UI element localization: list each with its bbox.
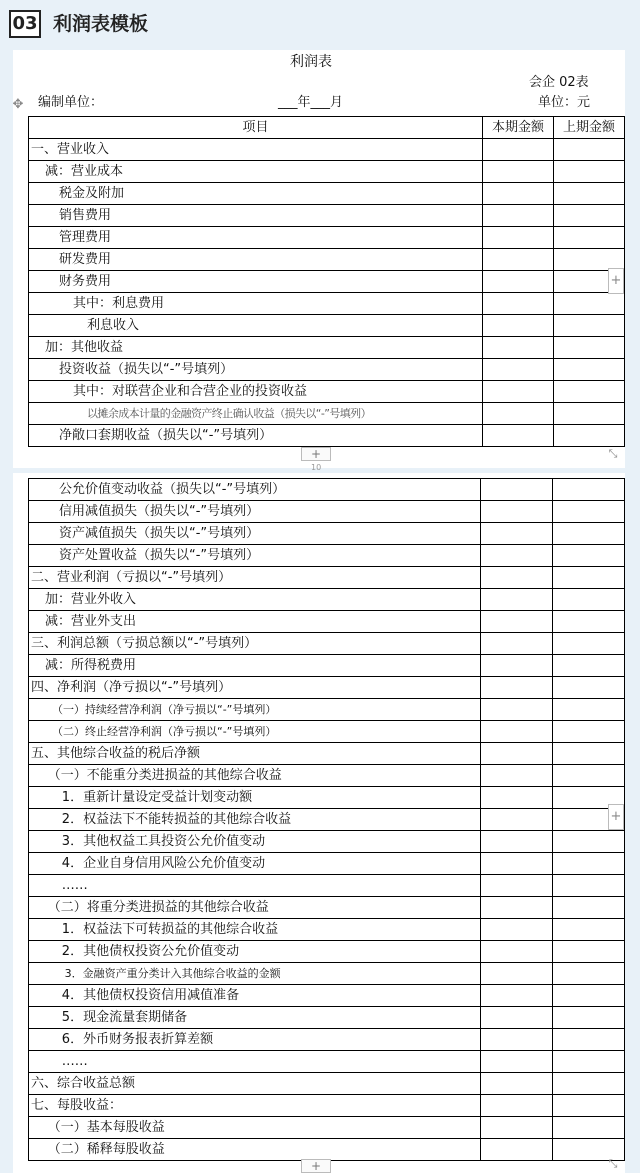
current-amount-cell[interactable] — [480, 611, 552, 633]
previous-amount-cell[interactable] — [552, 677, 624, 699]
current-amount-cell[interactable] — [483, 205, 554, 227]
previous-amount-cell[interactable] — [554, 381, 625, 403]
current-amount-cell[interactable] — [483, 337, 554, 359]
table-row — [29, 853, 625, 875]
table-row — [29, 611, 625, 633]
resize-icon[interactable]: ⤡ — [608, 447, 618, 460]
row-item-label: 4．其他债权投资信用减值准备 — [29, 985, 481, 1007]
table-row — [29, 501, 625, 523]
table-row — [29, 1117, 625, 1139]
previous-amount-cell[interactable] — [554, 183, 625, 205]
row-item-label: 净敞口套期收益（损失以“-”号填列） — [29, 425, 483, 447]
row-item-label: 资产处置收益（损失以“-”号填列） — [29, 545, 481, 567]
row-item-label: …… — [29, 1051, 481, 1073]
previous-amount-cell[interactable] — [554, 293, 625, 315]
table-row — [29, 523, 625, 545]
current-amount-cell[interactable] — [483, 249, 554, 271]
row-item-label: 2．权益法下不能转损益的其他综合收益 — [29, 809, 481, 831]
table-row — [29, 941, 625, 963]
table-header-row — [29, 117, 625, 139]
row-item-label: （一）不能重分类进损益的其他综合收益 — [29, 765, 481, 787]
table-row — [29, 1073, 625, 1095]
current-amount-cell[interactable] — [480, 919, 552, 941]
current-amount-cell[interactable] — [480, 633, 552, 655]
table-row — [29, 1007, 625, 1029]
current-amount-cell[interactable] — [480, 941, 552, 963]
table-row — [29, 809, 625, 831]
previous-amount-cell[interactable] — [554, 359, 625, 381]
row-item-label: 减：营业外支出 — [29, 611, 481, 633]
row-item-label: 资产减值损失（损失以“-”号填列） — [29, 523, 481, 545]
row-item-label: 1．重新计量设定受益计划变动额 — [29, 787, 481, 809]
row-item-label: 5．现金流量套期储备 — [29, 1007, 481, 1029]
current-amount-cell[interactable] — [480, 787, 552, 809]
previous-amount-cell[interactable] — [552, 655, 624, 677]
current-amount-cell[interactable] — [480, 523, 552, 545]
current-amount-cell[interactable] — [483, 139, 554, 161]
row-item-label: （一）基本每股收益 — [29, 1117, 481, 1139]
current-amount-cell[interactable] — [480, 1073, 552, 1095]
previous-amount-cell[interactable] — [552, 501, 624, 523]
row-item-label: 减：所得税费用 — [29, 655, 481, 677]
table-row — [29, 403, 625, 425]
previous-amount-cell[interactable] — [554, 425, 625, 447]
table-row — [29, 271, 625, 293]
row-item-label: 财务费用 — [29, 271, 483, 293]
current-amount-cell[interactable] — [480, 1051, 552, 1073]
row-item-label: 3．其他权益工具投资公允价值变动 — [29, 831, 481, 853]
previous-amount-cell[interactable] — [552, 875, 624, 897]
current-amount-cell[interactable] — [483, 425, 554, 447]
table-row — [29, 205, 625, 227]
current-amount-cell[interactable] — [480, 501, 552, 523]
current-amount-cell[interactable] — [480, 1095, 552, 1117]
row-item-label: …… — [29, 875, 481, 897]
table-row — [29, 963, 625, 985]
previous-amount-cell[interactable] — [552, 1117, 624, 1139]
form-title: 利润表 — [290, 54, 332, 70]
previous-amount-cell[interactable] — [552, 941, 624, 963]
current-amount-cell[interactable] — [480, 699, 552, 721]
row-item-label: 1．权益法下可转损益的其他综合收益 — [29, 919, 481, 941]
row-item-label: 以摊余成本计量的金融资产终止确认收益（损失以“-”号填列） — [29, 403, 483, 425]
previous-amount-cell[interactable] — [552, 721, 624, 743]
previous-amount-cell[interactable] — [554, 139, 625, 161]
row-item-label: 一、营业收入 — [29, 139, 483, 161]
table-row — [29, 249, 625, 271]
row-item-label: （二）终止经营净利润（净亏损以“-”号填列） — [29, 721, 481, 743]
table-row — [29, 831, 625, 853]
previous-amount-cell[interactable] — [552, 853, 624, 875]
previous-amount-cell[interactable] — [554, 403, 625, 425]
table-row — [29, 589, 625, 611]
row-item-label: 其中：利息费用 — [29, 293, 483, 315]
table-row — [29, 1029, 625, 1051]
row-item-label: 三、利润总额（亏损总额以“-”号填列） — [29, 633, 481, 655]
current-amount-cell[interactable] — [480, 963, 552, 985]
table-row — [29, 765, 625, 787]
row-item-label: 公允价值变动收益（损失以“-”号填列） — [29, 479, 481, 501]
table-row — [29, 633, 625, 655]
row-item-label: （二）稀释每股收益 — [29, 1139, 481, 1161]
document-page-1 — [13, 50, 625, 472]
previous-amount-cell[interactable] — [552, 523, 624, 545]
previous-amount-cell[interactable] — [552, 919, 624, 941]
table-row — [29, 1051, 625, 1073]
add-column-plus-icon[interactable]: + — [608, 268, 624, 294]
add-row-plus-icon-2[interactable]: + — [301, 1159, 331, 1173]
previous-amount-cell[interactable] — [552, 1073, 624, 1095]
current-amount-cell[interactable] — [483, 403, 554, 425]
current-amount-cell[interactable] — [483, 315, 554, 337]
table-row — [29, 985, 625, 1007]
current-amount-cell[interactable] — [480, 853, 552, 875]
col-header-current: 本期金额 — [483, 117, 554, 139]
table-row — [29, 545, 625, 567]
current-amount-cell[interactable] — [483, 271, 554, 293]
row-item-label: 投资收益（损失以“-”号填列） — [29, 359, 483, 381]
row-item-label: 4．企业自身信用风险公允价值变动 — [29, 853, 481, 875]
table-row — [29, 293, 625, 315]
current-amount-cell[interactable] — [483, 183, 554, 205]
row-item-label: 加：营业外收入 — [29, 589, 481, 611]
previous-amount-cell[interactable] — [552, 831, 624, 853]
previous-amount-cell[interactable] — [554, 227, 625, 249]
table-row — [29, 183, 625, 205]
current-amount-cell[interactable] — [480, 1007, 552, 1029]
table-row — [29, 1139, 625, 1161]
row-item-label: （一）持续经营净利润（净亏损以“-”号填列） — [29, 699, 481, 721]
previous-amount-cell[interactable] — [552, 963, 624, 985]
current-amount-cell[interactable] — [480, 897, 552, 919]
add-column-plus-icon-2[interactable]: + — [608, 804, 624, 830]
current-amount-cell[interactable] — [480, 567, 552, 589]
previous-amount-cell[interactable] — [552, 765, 624, 787]
table-row — [29, 381, 625, 403]
current-amount-cell[interactable] — [483, 359, 554, 381]
previous-amount-cell[interactable] — [552, 1007, 624, 1029]
row-item-label: （二）将重分类进损益的其他综合收益 — [29, 897, 481, 919]
current-amount-cell[interactable] — [480, 1029, 552, 1051]
previous-amount-cell[interactable] — [552, 743, 624, 765]
current-amount-cell[interactable] — [480, 1117, 552, 1139]
table-row — [29, 919, 625, 941]
table-row — [29, 227, 625, 249]
current-amount-cell[interactable] — [483, 381, 554, 403]
row-item-label: 管理费用 — [29, 227, 483, 249]
current-amount-cell[interactable] — [480, 809, 552, 831]
date-field[interactable]: ___年___月 — [278, 95, 344, 110]
col-header-previous: 上期金额 — [554, 117, 625, 139]
row-item-label: 减：营业成本 — [29, 161, 483, 183]
row-item-label: 税金及附加 — [29, 183, 483, 205]
current-amount-cell[interactable] — [480, 655, 552, 677]
table-row — [29, 743, 625, 765]
table-row — [29, 567, 625, 589]
previous-amount-cell[interactable] — [552, 699, 624, 721]
move-handle-icon[interactable]: ✥ — [12, 97, 24, 112]
table-row — [29, 359, 625, 381]
row-item-label: 五、其他综合收益的税后净额 — [29, 743, 481, 765]
table-row — [29, 479, 625, 501]
row-item-label: 加：其他收益 — [29, 337, 483, 359]
previous-amount-cell[interactable] — [554, 337, 625, 359]
current-amount-cell[interactable] — [480, 1139, 552, 1161]
table-row — [29, 677, 625, 699]
current-amount-cell[interactable] — [480, 545, 552, 567]
current-amount-cell[interactable] — [480, 743, 552, 765]
table-row — [29, 655, 625, 677]
row-item-label: 二、营业利润（亏损以“-”号填列） — [29, 567, 481, 589]
table-row — [29, 897, 625, 919]
table-row — [29, 139, 625, 161]
row-item-label: 四、净利润（净亏损以“-”号填列） — [29, 677, 481, 699]
table-row — [29, 699, 625, 721]
previous-amount-cell[interactable] — [552, 897, 624, 919]
current-amount-cell[interactable] — [480, 831, 552, 853]
current-amount-cell[interactable] — [483, 161, 554, 183]
table-row — [29, 337, 625, 359]
current-amount-cell[interactable] — [480, 479, 552, 501]
row-item-label: 信用减值损失（损失以“-”号填列） — [29, 501, 481, 523]
current-amount-cell[interactable] — [483, 227, 554, 249]
page-number: 10 — [311, 463, 322, 472]
row-item-label: 研发费用 — [29, 249, 483, 271]
previous-amount-cell[interactable] — [552, 545, 624, 567]
document-page-2 — [13, 473, 625, 1173]
table-row — [29, 425, 625, 447]
form-code: 会企 02表 — [529, 75, 589, 90]
resize-icon-2[interactable]: ⤡ — [608, 1157, 618, 1170]
previous-amount-cell[interactable] — [552, 479, 624, 501]
table-row — [29, 1095, 625, 1117]
table-row — [29, 161, 625, 183]
previous-amount-cell[interactable] — [552, 589, 624, 611]
current-amount-cell[interactable] — [480, 985, 552, 1007]
table-row — [29, 315, 625, 337]
row-item-label: 6．外币财务报表折算差额 — [29, 1029, 481, 1051]
row-item-label: 销售费用 — [29, 205, 483, 227]
current-amount-cell[interactable] — [480, 721, 552, 743]
currency-label: 单位：元 — [538, 95, 591, 110]
previous-amount-cell[interactable] — [554, 205, 625, 227]
table-row — [29, 787, 625, 809]
current-amount-cell[interactable] — [483, 293, 554, 315]
row-item-label: 3．金融资产重分类计入其他综合收益的金额 — [29, 963, 481, 985]
table-row — [29, 875, 625, 897]
row-item-label: 利息收入 — [29, 315, 483, 337]
current-amount-cell[interactable] — [480, 875, 552, 897]
unit-label: 编制单位： — [38, 95, 104, 110]
previous-amount-cell[interactable] — [552, 1029, 624, 1051]
income-table-part2 — [28, 478, 625, 1161]
previous-amount-cell[interactable] — [552, 611, 624, 633]
col-header-item: 项目 — [29, 117, 483, 139]
current-amount-cell[interactable] — [480, 589, 552, 611]
row-item-label: 其中：对联营企业和合营企业的投资收益 — [29, 381, 483, 403]
row-item-label: 七、每股收益： — [29, 1095, 481, 1117]
previous-amount-cell[interactable] — [552, 567, 624, 589]
header — [0, 0, 640, 50]
previous-amount-cell[interactable] — [552, 985, 624, 1007]
previous-amount-cell[interactable] — [554, 161, 625, 183]
page-title: 利润表模板 — [53, 13, 149, 35]
row-item-label: 六、综合收益总额 — [29, 1073, 481, 1095]
previous-amount-cell[interactable] — [552, 1051, 624, 1073]
section-badge: 03 — [9, 10, 41, 38]
previous-amount-cell[interactable] — [554, 315, 625, 337]
add-row-plus-icon[interactable]: + — [301, 447, 331, 461]
current-amount-cell[interactable] — [480, 677, 552, 699]
table-row — [29, 721, 625, 743]
income-table-part1 — [28, 116, 625, 447]
previous-amount-cell[interactable] — [552, 633, 624, 655]
row-item-label: 2．其他债权投资公允价值变动 — [29, 941, 481, 963]
current-amount-cell[interactable] — [480, 765, 552, 787]
previous-amount-cell[interactable] — [552, 1095, 624, 1117]
